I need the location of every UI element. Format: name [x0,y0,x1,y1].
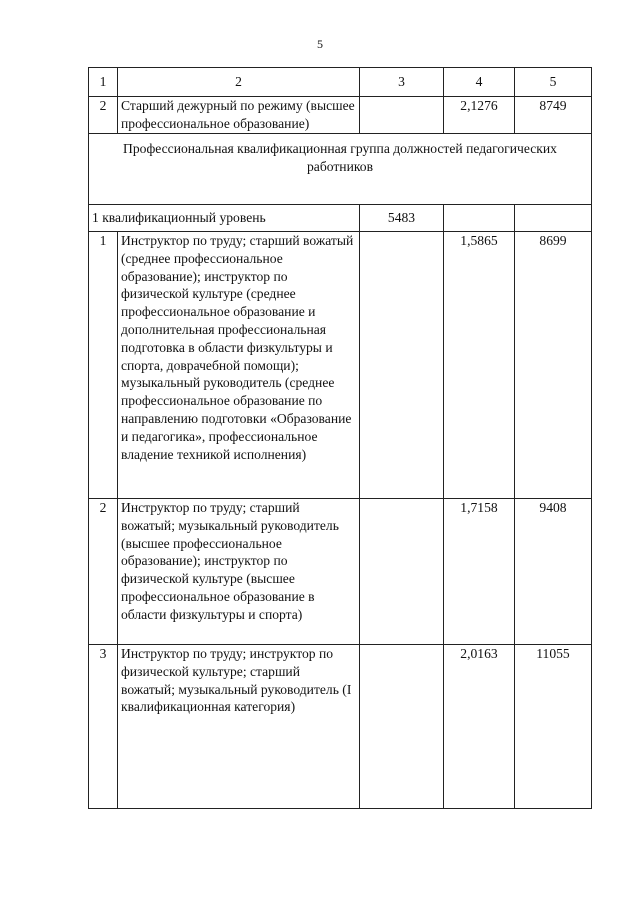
coefficient-cell: 2,0163 [444,645,515,809]
qualification-level-row [89,205,592,232]
position-name: Инструктор по труду; инструктор по физической культуре; старший вожатый; музыкальный руководитель (I квалификационная категория) [118,645,360,809]
table-row [89,645,592,809]
coefficient-cell: 1,7158 [444,499,515,645]
table-row [89,97,592,134]
salary-cell: 8699 [515,232,592,499]
position-name: Инструктор по труду; старший вожатый (среднее профессиональное образование); инструктор по физической культуре (среднее профессиональное образование и дополнительная профессиональная подготовка в области физкультуры и спорта, доврачебной помощи); музыкальный руководитель (среднее профессиональное образование по направлению подготовки «Образование и педагогика», профессиональное владение техникой исполнения) [118,232,360,499]
table-header-row [89,68,592,97]
row-number: 1 [89,232,118,499]
table-row [89,499,592,645]
level-label: 1 квалификационный уровень [89,205,360,232]
row-number: 2 [89,499,118,645]
salary-cell: 8749 [515,97,592,134]
row-number: 3 [89,645,118,809]
position-name: Инструктор по труду; старший вожатый; музыкальный руководитель (высшее профессиональное образование); инструктор по физической культуре (высшее профессиональное образование в области физкультуры и спорта) [118,499,360,645]
salary-cell: 11055 [515,645,592,809]
coefficient-cell: 1,5865 [444,232,515,499]
page-number: 5 [317,37,323,51]
level-coefficient [444,205,515,232]
base-salary-cell [360,97,444,134]
table-row [89,232,592,499]
header-cell-4: 4 [444,68,515,97]
base-salary-cell [360,499,444,645]
header-cell-5: 5 [515,68,592,97]
group-title-row [89,134,592,205]
level-salary [515,205,592,232]
base-salary-cell [360,645,444,809]
header-cell-1: 1 [89,68,118,97]
salary-table [88,67,592,809]
group-title: Профессиональная квалификационная группа должностей педагогических работников [89,134,592,205]
position-name: Старший дежурный по режиму (высшее профессиональное образование) [118,97,360,134]
base-salary-cell [360,232,444,499]
salary-cell: 9408 [515,499,592,645]
header-cell-3: 3 [360,68,444,97]
coefficient-cell: 2,1276 [444,97,515,134]
header-cell-2: 2 [118,68,360,97]
level-base-salary: 5483 [360,205,444,232]
row-number: 2 [89,97,118,134]
